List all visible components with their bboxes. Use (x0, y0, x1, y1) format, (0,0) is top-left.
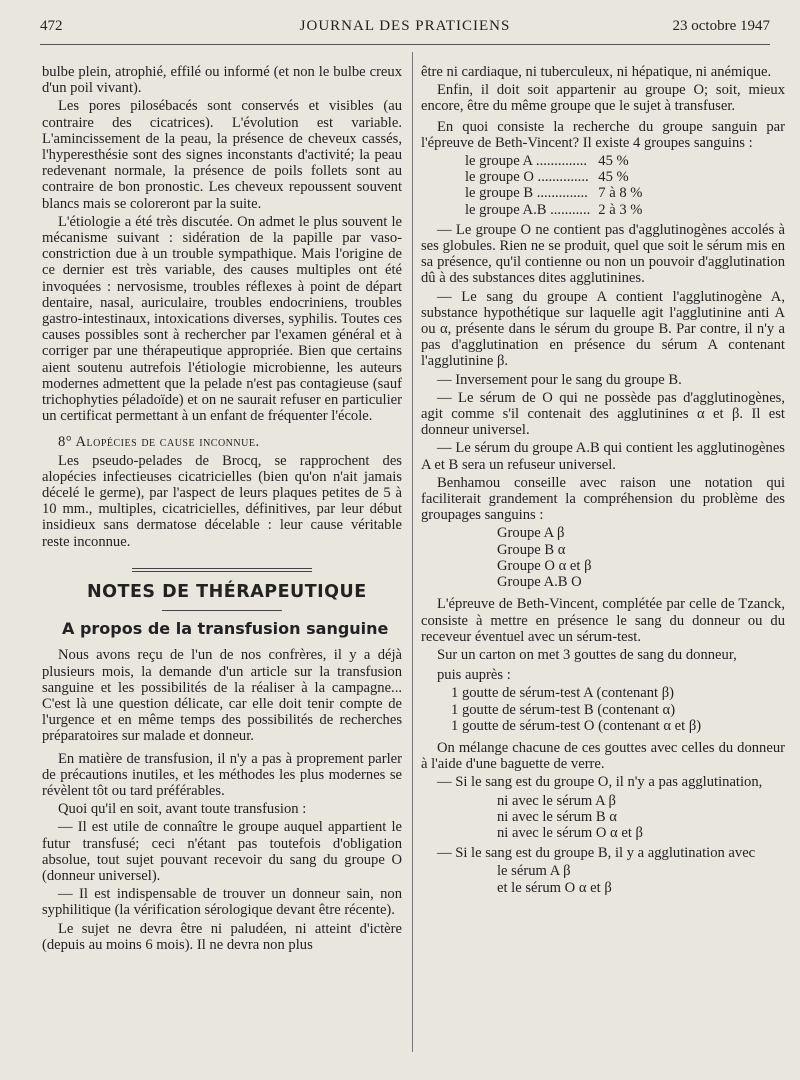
group-value: 2 à 3 % (598, 201, 643, 218)
table-row (465, 202, 642, 218)
list-item: 1 goutte de sérum-test B (contenant α) (451, 701, 676, 718)
list-item: Groupe A β (497, 525, 565, 542)
paragraph: En quoi consiste la recherche du groupe sanguin par l'épreuve de Beth-Vincent? Il existe 4 groupes sanguins : (421, 118, 785, 151)
paragraph: bulbe plein, atrophié, effilé ou informé (et non le bulbe creux d'un poil vivant). (42, 64, 402, 97)
group-value: 45 % (598, 153, 629, 170)
list-item: et le sérum O α et β (497, 879, 612, 896)
section-title: NOTES DE THÉRAPEUTIQUE (87, 581, 367, 602)
page-header (40, 18, 770, 42)
paragraph: — Il est utile de connaître le groupe auquel appartient le futur transfusé; ceci n'étant pas toutefois d'obligation absolue, tout sujet pouvant recevoir du sang du groupe O (donneur universel). (42, 819, 402, 884)
paragraph: — Le sérum du groupe A.B qui contient les agglutinogènes A et B sera un refuseur universel. (421, 440, 785, 473)
paragraph: Benhamou conseille avec raison une notation qui faciliterait grandement la compréhension du problème des groupages sanguins : (421, 474, 785, 524)
no-agglutination-list (497, 793, 785, 842)
paragraph: En matière de transfusion, il n'y a pas à proprement parler de précautions inutiles, et les méthodes les plus modernes se révèlent tôt ou tard préférables. (42, 750, 402, 799)
list-item: ni avec le sérum O α et β (497, 824, 643, 841)
drops-list (451, 685, 785, 734)
list-item: 1 goutte de sérum-test A (contenant β) (451, 685, 675, 702)
section-separator (132, 568, 312, 572)
paragraph: L'étiologie a été très discutée. On admet le plus souvent le mécanisme suivant : sidération de la papille par vaso-constriction due à un trouble sympathique. Mais l'origine de ce dernier est très variable, des causes multiples ont été invoquées : nervosisme, troubles réflexes à point de départ dentaire, nasal, auriculaire, troubles endocriniens, troubles gastro-intestinaux, intoxications diverses, syphilis. Toutes ces causes possibles sont à rechercher par l'examen général et à corriger par une thérapeutique appropriée. Bien que certains aient soutenu autrefois l'étiologie microbienne, les auteurs modernes admettent que la pelade n'est pas contagieuse (sauf trichophyties péladoïde) et on ne saurait refuser en particulier un certificat permettant à un enfant de fréquenter l'école. (42, 213, 402, 425)
paragraph: Les pseudo-pelades de Brocq, se rapprochent des alopécies infectieuses cicatricielles (bien qu'on n'ait jamais décelé le germe), par l'aspect de leurs plaques petites de 5 à 10 mm., multiples, cicatricielles, définitives, par leur début insidieux sans dermatose décelable : leur cause véritable reste inconnue. (42, 452, 402, 550)
paragraph: — Si le sang est du groupe O, il n'y a pas agglutination, (437, 774, 763, 791)
list-item: Groupe O α et β (497, 557, 592, 574)
notation-list (497, 525, 785, 590)
paragraph: — Le groupe O ne contient pas d'agglutinogènes accolés à ses globules. Rien ne se produit, quel que soit le sérum mis en sa présence, qu'il contienne ou non un pouvoir d'agglutination dû à des substances dites agglutinines. (421, 221, 785, 287)
list-item: Groupe B α (497, 541, 566, 558)
agglutination-list (497, 863, 785, 895)
journal-title: JOURNAL DES PRATICIENS (299, 18, 511, 34)
paragraph: — Inversement pour le sang du groupe B. (437, 371, 682, 388)
page-number: 472 (40, 18, 63, 34)
paragraph: — Le sérum de O qui ne possède pas d'agglutinogènes, agit comme s'il contenait des agglutinines α et β. Il est donneur universel. (421, 389, 785, 439)
blood-group-table (465, 153, 642, 218)
paragraph: — Il est indispensable de trouver un donneur sain, non syphilitique (la vérification sérologique devant être récente). (42, 886, 402, 919)
list-item: ni avec le sérum B α (497, 808, 617, 825)
group-value: 45 % (598, 169, 629, 186)
table-row (465, 153, 642, 169)
paragraph: — Si le sang est du groupe B, il y a agglutination avec (437, 845, 756, 862)
column-divider (412, 52, 413, 1052)
list-item: le sérum A β (497, 863, 571, 880)
table-row (465, 169, 642, 185)
group-label: le groupe B .............. (465, 185, 588, 202)
paragraph: L'épreuve de Beth-Vincent, complétée par celle de Tzanck, consiste à mettre en présence le sang du donneur ou du receveur éventuel avec un sérum-test. (421, 596, 785, 645)
list-item: ni avec le sérum A β (497, 792, 616, 809)
list-item: Groupe A.B O (497, 574, 582, 591)
article-title: A propos de la transfusion sanguine (62, 619, 389, 639)
group-label: le groupe O .............. (465, 169, 589, 186)
paragraph: Le sujet ne devra être ni paludéen, ni atteint d'ictère (depuis au moins 6 mois). Il ne devra non plus (42, 920, 402, 953)
left-column (42, 64, 402, 955)
table-row (465, 185, 642, 201)
paragraph: Sur un carton on met 3 gouttes de sang du donneur, (437, 646, 737, 663)
group-value: 7 à 8 % (598, 185, 643, 202)
paragraph: On mélange chacune de ces gouttes avec celles du donneur à l'aide d'une baguette de verre. (421, 739, 785, 773)
right-column (421, 64, 785, 896)
paragraph: — Le sang du groupe A contient l'agglutinogène A, substance hypothétique sur laquelle agit l'agglutinine anti A ou α, présente dans le sérum du groupe B. Par contre, il n'y a pas d'agglutination en présence du sérum A contenant l'agglutinine β. (421, 288, 785, 370)
paragraph: être ni cardiaque, ni tuberculeux, ni hépatique, ni anémique. (421, 64, 772, 80)
paragraph: Quoi qu'il en soit, avant toute transfusion : (58, 801, 307, 818)
paragraph: Nous avons reçu de l'un de nos confrères, il y a déjà plusieurs mois, la demande d'un article sur la transfusion sanguine et les possibilités de la réaliser à la campagne... C'est là une question délicate, car elle doit tenir compte de l'urgence et en même temps des possibilités de recherches préparatoires sur malade et donneur. (42, 647, 402, 745)
group-label: le groupe A.B ........... (465, 201, 591, 218)
header-rule (40, 44, 770, 45)
title-separator (162, 610, 282, 611)
group-label: le groupe A .............. (465, 153, 588, 170)
paragraph: puis auprès : (437, 667, 511, 684)
subsection-heading: 8° Alopécies de cause inconnue. (58, 434, 260, 451)
paragraph: Les pores pilosébacés sont conservés et visibles (au contraire des cicatrices). L'évolution est variable. L'amincissement de la peau, la présence de cheveux cassés, l'hyperesthésie sont des signes inconstants d'activité; la peau redevenant normale, la présence de poils follets sont au contraire de bon pronostic. Les cheveux repoussent souvent blancs mais se coloreront par la suite. (42, 98, 402, 212)
paragraph: Enfin, il doit soit appartenir au groupe O; soit, mieux encore, être du même groupe que le sujet à transfuser. (421, 82, 785, 115)
list-item: 1 goutte de sérum-test O (contenant α et β) (451, 717, 702, 734)
issue-date: 23 octobre 1947 (672, 18, 770, 34)
